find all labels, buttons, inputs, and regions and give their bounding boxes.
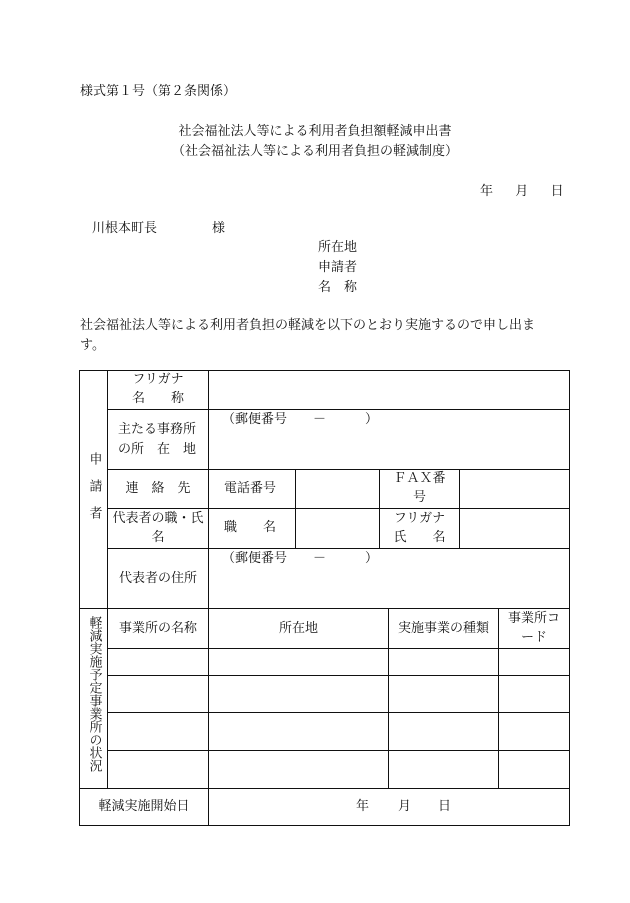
postal-code-label-2: （郵便番号 － ）	[222, 551, 379, 566]
fax-label-2: 号	[412, 490, 426, 505]
start-day-label: 日	[438, 799, 452, 814]
position-input[interactable]	[296, 509, 379, 548]
fax-label-1: ＦＡＸ番	[393, 471, 446, 486]
name-input[interactable]	[209, 371, 569, 409]
start-year-label: 年	[356, 799, 370, 814]
office-location-label-2: の所 在 地	[118, 442, 197, 457]
service-type-header: 実施事業の種類	[397, 621, 489, 636]
date-year-label: 年	[480, 184, 494, 199]
date-month-label: 月	[515, 184, 529, 199]
postal-code-label: （郵便番号 － ）	[222, 412, 379, 427]
addressee: 川根本町長	[92, 221, 158, 236]
applicant-label: 申請者	[318, 260, 358, 275]
document-subtitle: （社会福祉法人等による利用者負担の軽減制度）	[171, 144, 458, 159]
start-month-label: 月	[398, 799, 412, 814]
contact-label: 連 絡 先	[125, 481, 191, 496]
furigana2-label: フリガナ	[393, 511, 446, 526]
facility-name-header: 事業所の名称	[118, 621, 197, 636]
rep-title-label-2: 名	[151, 530, 165, 545]
form-number: 様式第１号（第２条関係）	[80, 84, 237, 99]
furigana-label: フリガナ	[132, 372, 184, 387]
applicant-address-label: 所在地	[318, 240, 358, 255]
facility-section-label: 軽減実施予定事業所の状況	[86, 616, 102, 772]
office-code-header-2: ード	[520, 630, 547, 645]
rep-title-label-1: 代表者の職・氏	[112, 511, 204, 526]
facility-row-1-name[interactable]	[108, 649, 208, 675]
applicant-name-label: 名 称	[318, 280, 358, 295]
intro-text: 社会福祉法人等による利用者負担の軽減を以下のとおり実施するので申し出ます。	[80, 318, 536, 353]
office-code-header-1: 事業所コ	[507, 611, 560, 626]
phone-input[interactable]	[296, 470, 379, 508]
rep-address-label: 代表者の住所	[118, 571, 197, 586]
facility-row-4-name[interactable]	[108, 751, 208, 788]
date-day-label: 日	[550, 184, 564, 199]
rep-name-input[interactable]	[460, 509, 569, 548]
honorific: 様	[212, 221, 226, 236]
office-location-label-1: 主たる事務所	[118, 422, 197, 437]
location-header: 所在地	[278, 621, 318, 636]
start-date-label: 軽減実施開始日	[98, 799, 190, 814]
document-title: 社会福祉法人等による利用者負担額軽減申出書	[178, 124, 452, 139]
rep-address-input[interactable]	[209, 569, 569, 608]
facility-row-3-name[interactable]	[108, 713, 208, 750]
fax-input[interactable]	[460, 470, 569, 508]
facility-row-2-name[interactable]	[108, 676, 208, 712]
applicant-section-label: 申請者	[86, 452, 102, 533]
name-label: 名 称	[131, 391, 184, 406]
full-name-label: 氏 名	[393, 530, 446, 545]
office-address-input[interactable]	[209, 430, 569, 468]
phone-label: 電話番号	[224, 481, 277, 496]
position-label: 職 名	[224, 520, 277, 535]
